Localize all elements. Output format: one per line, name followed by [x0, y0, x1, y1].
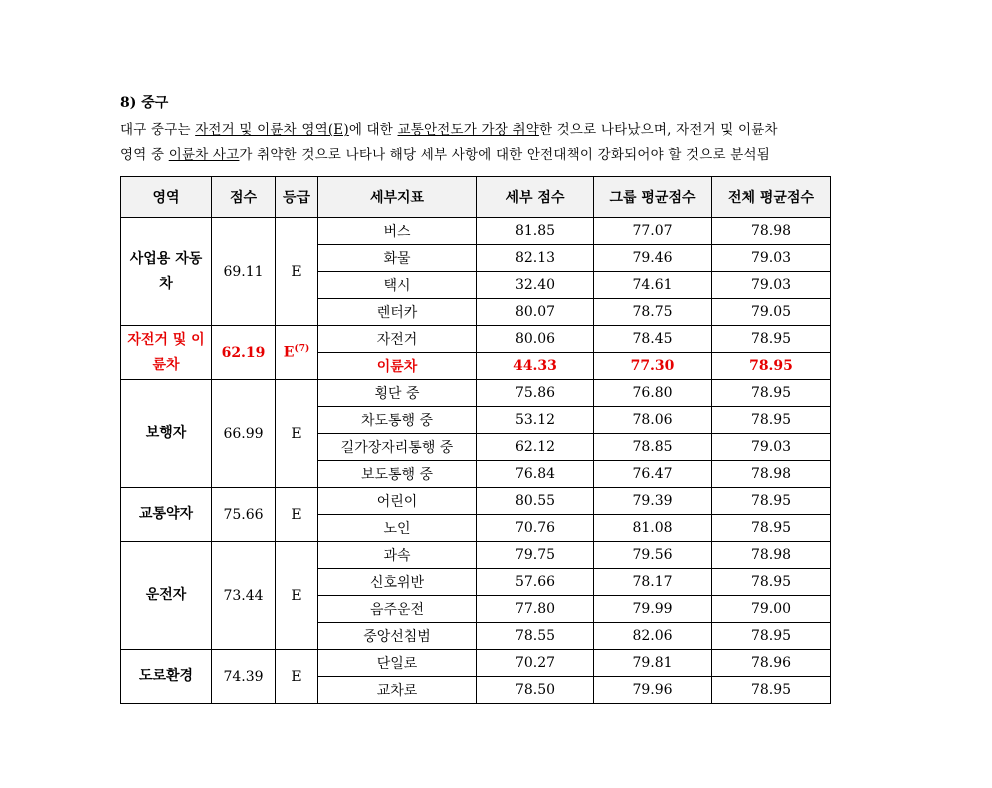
total-average-cell: 78.96 [712, 650, 831, 677]
summary-line-2 [120, 143, 860, 163]
group-average-cell: 76.80 [594, 380, 712, 407]
indicator-cell: 보도통행 중 [318, 461, 477, 488]
group-average-cell: 74.61 [594, 272, 712, 299]
area-score-cell: 74.39 [212, 650, 276, 704]
detail-score-cell: 81.85 [477, 218, 594, 245]
table-body [121, 218, 831, 704]
grade-value: E [291, 587, 302, 604]
indicator-cell: 노인 [318, 515, 477, 542]
detail-score-cell: 79.75 [477, 542, 594, 569]
group-average-cell: 79.99 [594, 596, 712, 623]
detail-score-cell: 53.12 [477, 407, 594, 434]
detail-score-cell: 77.80 [477, 596, 594, 623]
detail-score-cell: 57.66 [477, 569, 594, 596]
area-cell [121, 488, 212, 542]
indicator-cell: 신호위반 [318, 569, 477, 596]
table-row [121, 488, 831, 515]
total-average-cell: 78.95 [712, 380, 831, 407]
summary-text: 영역 중 [120, 147, 169, 163]
area-cell [121, 218, 212, 326]
total-average-cell: 79.05 [712, 299, 831, 326]
indicator-cell: 중앙선침범 [318, 623, 477, 650]
total-average-cell: 78.95 [712, 488, 831, 515]
group-average-cell: 79.46 [594, 245, 712, 272]
summary-text: 가 취약한 것으로 나타나 해당 세부 사항에 대한 안전대책이 강화되어야 할 것으로 분석됨 [239, 147, 770, 163]
indicator-cell: 차도통행 중 [318, 407, 477, 434]
area-score-cell: 75.66 [212, 488, 276, 542]
detail-score-cell: 44.33 [477, 353, 594, 380]
group-average-cell: 78.85 [594, 434, 712, 461]
table-row [121, 380, 831, 407]
detail-score-cell: 62.12 [477, 434, 594, 461]
table-row [121, 218, 831, 245]
group-average-cell: 79.96 [594, 677, 712, 704]
indicator-cell: 횡단 중 [318, 380, 477, 407]
group-average-cell: 76.47 [594, 461, 712, 488]
total-average-cell: 78.98 [712, 542, 831, 569]
group-average-cell: 77.30 [594, 353, 712, 380]
table-row [121, 650, 831, 677]
area-cell [121, 326, 212, 380]
area-score-cell: 66.99 [212, 380, 276, 488]
grade-cell [276, 380, 318, 488]
indicator-cell: 렌터카 [318, 299, 477, 326]
detail-score-cell: 80.55 [477, 488, 594, 515]
detail-score-cell: 70.27 [477, 650, 594, 677]
group-average-cell: 81.08 [594, 515, 712, 542]
group-average-cell: 79.56 [594, 542, 712, 569]
total-average-cell: 78.95 [712, 569, 831, 596]
total-average-cell: 78.95 [712, 677, 831, 704]
table-header-row [121, 177, 831, 218]
area-cell [121, 542, 212, 650]
table-row [121, 542, 831, 569]
area-score-cell: 69.11 [212, 218, 276, 326]
detail-score-cell: 82.13 [477, 245, 594, 272]
header-group-average: 그룹 평균점수 [594, 177, 712, 218]
footnote-marker: (7) [294, 344, 310, 355]
summary-text: 대구 중구는 [120, 122, 196, 138]
indicator-cell: 버스 [318, 218, 477, 245]
summary-text: 에 대한 [348, 122, 398, 138]
indicator-cell: 화물 [318, 245, 477, 272]
group-average-cell: 78.06 [594, 407, 712, 434]
total-average-cell: 78.95 [712, 623, 831, 650]
indicator-cell: 자전거 [318, 326, 477, 353]
summary-line-1 [120, 118, 860, 138]
header-detail-score: 세부 점수 [477, 177, 594, 218]
detail-score-cell: 76.84 [477, 461, 594, 488]
indicator-cell: 길가장자리통행 중 [318, 434, 477, 461]
group-average-cell: 78.75 [594, 299, 712, 326]
detail-score-cell: 80.07 [477, 299, 594, 326]
header-score: 점수 [212, 177, 276, 218]
grade-value: E [291, 506, 302, 523]
area-label: 자전거 및 이륜차 [127, 331, 205, 373]
grade-value: E [291, 668, 302, 685]
group-average-cell: 78.45 [594, 326, 712, 353]
indicator-cell: 교차로 [318, 677, 477, 704]
detail-score-cell: 78.55 [477, 623, 594, 650]
total-average-cell: 78.95 [712, 353, 831, 380]
area-label: 보행자 [145, 425, 187, 441]
total-average-cell: 78.95 [712, 407, 831, 434]
total-average-cell: 78.98 [712, 461, 831, 488]
underlined-phrase: 자전거 및 이륜차 영역(E) [195, 122, 349, 138]
total-average-cell: 78.95 [712, 515, 831, 542]
total-average-cell: 79.03 [712, 434, 831, 461]
area-score-cell: 73.44 [212, 542, 276, 650]
detail-score-cell: 75.86 [477, 380, 594, 407]
header-area: 영역 [121, 177, 212, 218]
grade-value: E [291, 263, 302, 280]
grade-cell [276, 218, 318, 326]
safety-score-table [120, 176, 831, 704]
area-label: 도로환경 [138, 668, 194, 684]
detail-score-cell: 78.50 [477, 677, 594, 704]
total-average-cell: 78.98 [712, 218, 831, 245]
header-grade: 등급 [276, 177, 318, 218]
total-average-cell: 79.03 [712, 245, 831, 272]
table-row [121, 326, 831, 353]
header-indicator: 세부지표 [318, 177, 477, 218]
area-label: 교통약자 [138, 506, 194, 522]
total-average-cell: 79.00 [712, 596, 831, 623]
summary-text: 한 것으로 나타났으며, 자전거 및 이륜차 [538, 122, 778, 138]
grade-value: E [291, 425, 302, 442]
indicator-cell: 어린이 [318, 488, 477, 515]
grade-value: E [283, 344, 295, 361]
group-average-cell: 82.06 [594, 623, 712, 650]
grade-cell [276, 326, 318, 380]
underlined-phrase: 교통안전도가 가장 취약 [397, 122, 539, 138]
area-label: 사업용 자동차 [129, 250, 203, 292]
grade-cell [276, 488, 318, 542]
area-cell [121, 380, 212, 488]
indicator-cell: 과속 [318, 542, 477, 569]
group-average-cell: 78.17 [594, 569, 712, 596]
detail-score-cell: 70.76 [477, 515, 594, 542]
total-average-cell: 78.95 [712, 326, 831, 353]
indicator-cell: 음주운전 [318, 596, 477, 623]
header-total-average: 전체 평균점수 [712, 177, 831, 218]
total-average-cell: 79.03 [712, 272, 831, 299]
indicator-cell: 이륜차 [318, 353, 477, 380]
detail-score-cell: 80.06 [477, 326, 594, 353]
area-cell [121, 650, 212, 704]
indicator-cell: 단일로 [318, 650, 477, 677]
indicator-cell: 택시 [318, 272, 477, 299]
area-label: 운전자 [145, 587, 187, 603]
area-score-cell: 62.19 [212, 326, 276, 380]
detail-score-cell: 32.40 [477, 272, 594, 299]
underlined-phrase: 이륜차 사고 [168, 147, 240, 163]
group-average-cell: 79.39 [594, 488, 712, 515]
section-heading: 8) 중구 [120, 95, 169, 111]
group-average-cell: 79.81 [594, 650, 712, 677]
grade-cell [276, 542, 318, 650]
grade-cell [276, 650, 318, 704]
group-average-cell: 77.07 [594, 218, 712, 245]
